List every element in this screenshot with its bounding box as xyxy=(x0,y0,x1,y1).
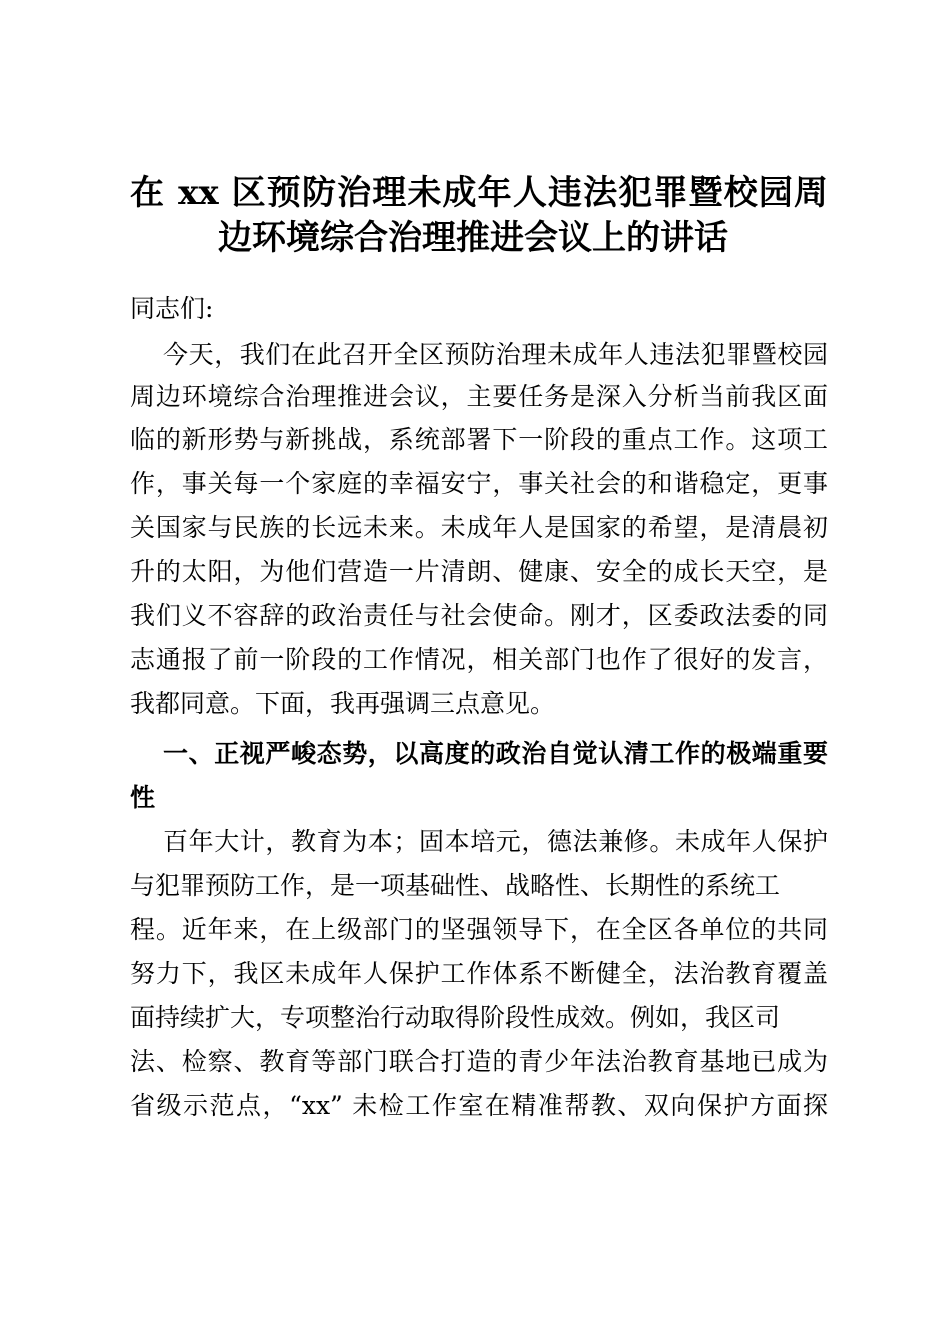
paragraph-line: 今天，我们在此召开全区预防治理未成年人违法犯罪暨校园 xyxy=(163,340,828,369)
salutation: 同志们: xyxy=(130,294,214,323)
paragraph-line: 周边环境综合治理推进会议，主要任务是深入分析当前我区面 xyxy=(130,382,828,411)
paragraph-line: 与犯罪预防工作，是一项基础性、战略性、长期性的系统工 xyxy=(130,871,781,900)
section-heading: 一、正视严峻态势，以高度的政治自觉认清工作的极端重要 xyxy=(163,739,828,768)
paragraph-line: 作，事关每一个家庭的幸福安宁，事关社会的和谐稳定，更事 xyxy=(130,469,828,498)
paragraph-line: 百年大计，教育为本；固本培元，德法兼修。未成年人保护 xyxy=(163,827,828,856)
paragraph-line: 志通报了前一阶段的工作情况，相关部门也作了很好的发言， xyxy=(130,645,828,674)
paragraph-line: 我们义不容辞的政治责任与社会使命。刚才，区委政法委的同 xyxy=(130,601,828,630)
paragraph-line: 努力下，我区未成年人保护工作体系不断健全，法治教育覆盖 xyxy=(130,959,828,988)
paragraph-line: 程。近年来，在上级部门的坚强领导下，在全区各单位的共同 xyxy=(130,915,828,944)
section-heading: 性 xyxy=(130,783,156,812)
paragraph-line: 临的新形势与新挑战，系统部署下一阶段的重点工作。这项工 xyxy=(130,425,828,454)
paragraph-line: 省级示范点，“xx” 未检工作室在精准帮教、双向保护方面探 xyxy=(130,1091,828,1120)
paragraph-line: 升的太阳，为他们营造一片清朗、健康、安全的成长天空，是 xyxy=(130,557,828,586)
paragraph-line: 面持续扩大，专项整治行动取得阶段性成效。例如，我区司 xyxy=(130,1003,781,1032)
paragraph-line: 我都同意。下面，我再强调三点意见。 xyxy=(130,689,556,718)
title-line-1: 在 xx 区预防治理未成年人违法犯罪暨校园周 xyxy=(130,173,828,213)
paragraph-line: 关国家与民族的长远未来。未成年人是国家的希望，是清晨初 xyxy=(130,513,828,542)
paragraph-line: 法、检察、教育等部门联合打造的青少年法治教育基地已成为 xyxy=(130,1047,828,1076)
title-line-2: 边环境综合治理推进会议上的讲话 xyxy=(218,218,728,258)
